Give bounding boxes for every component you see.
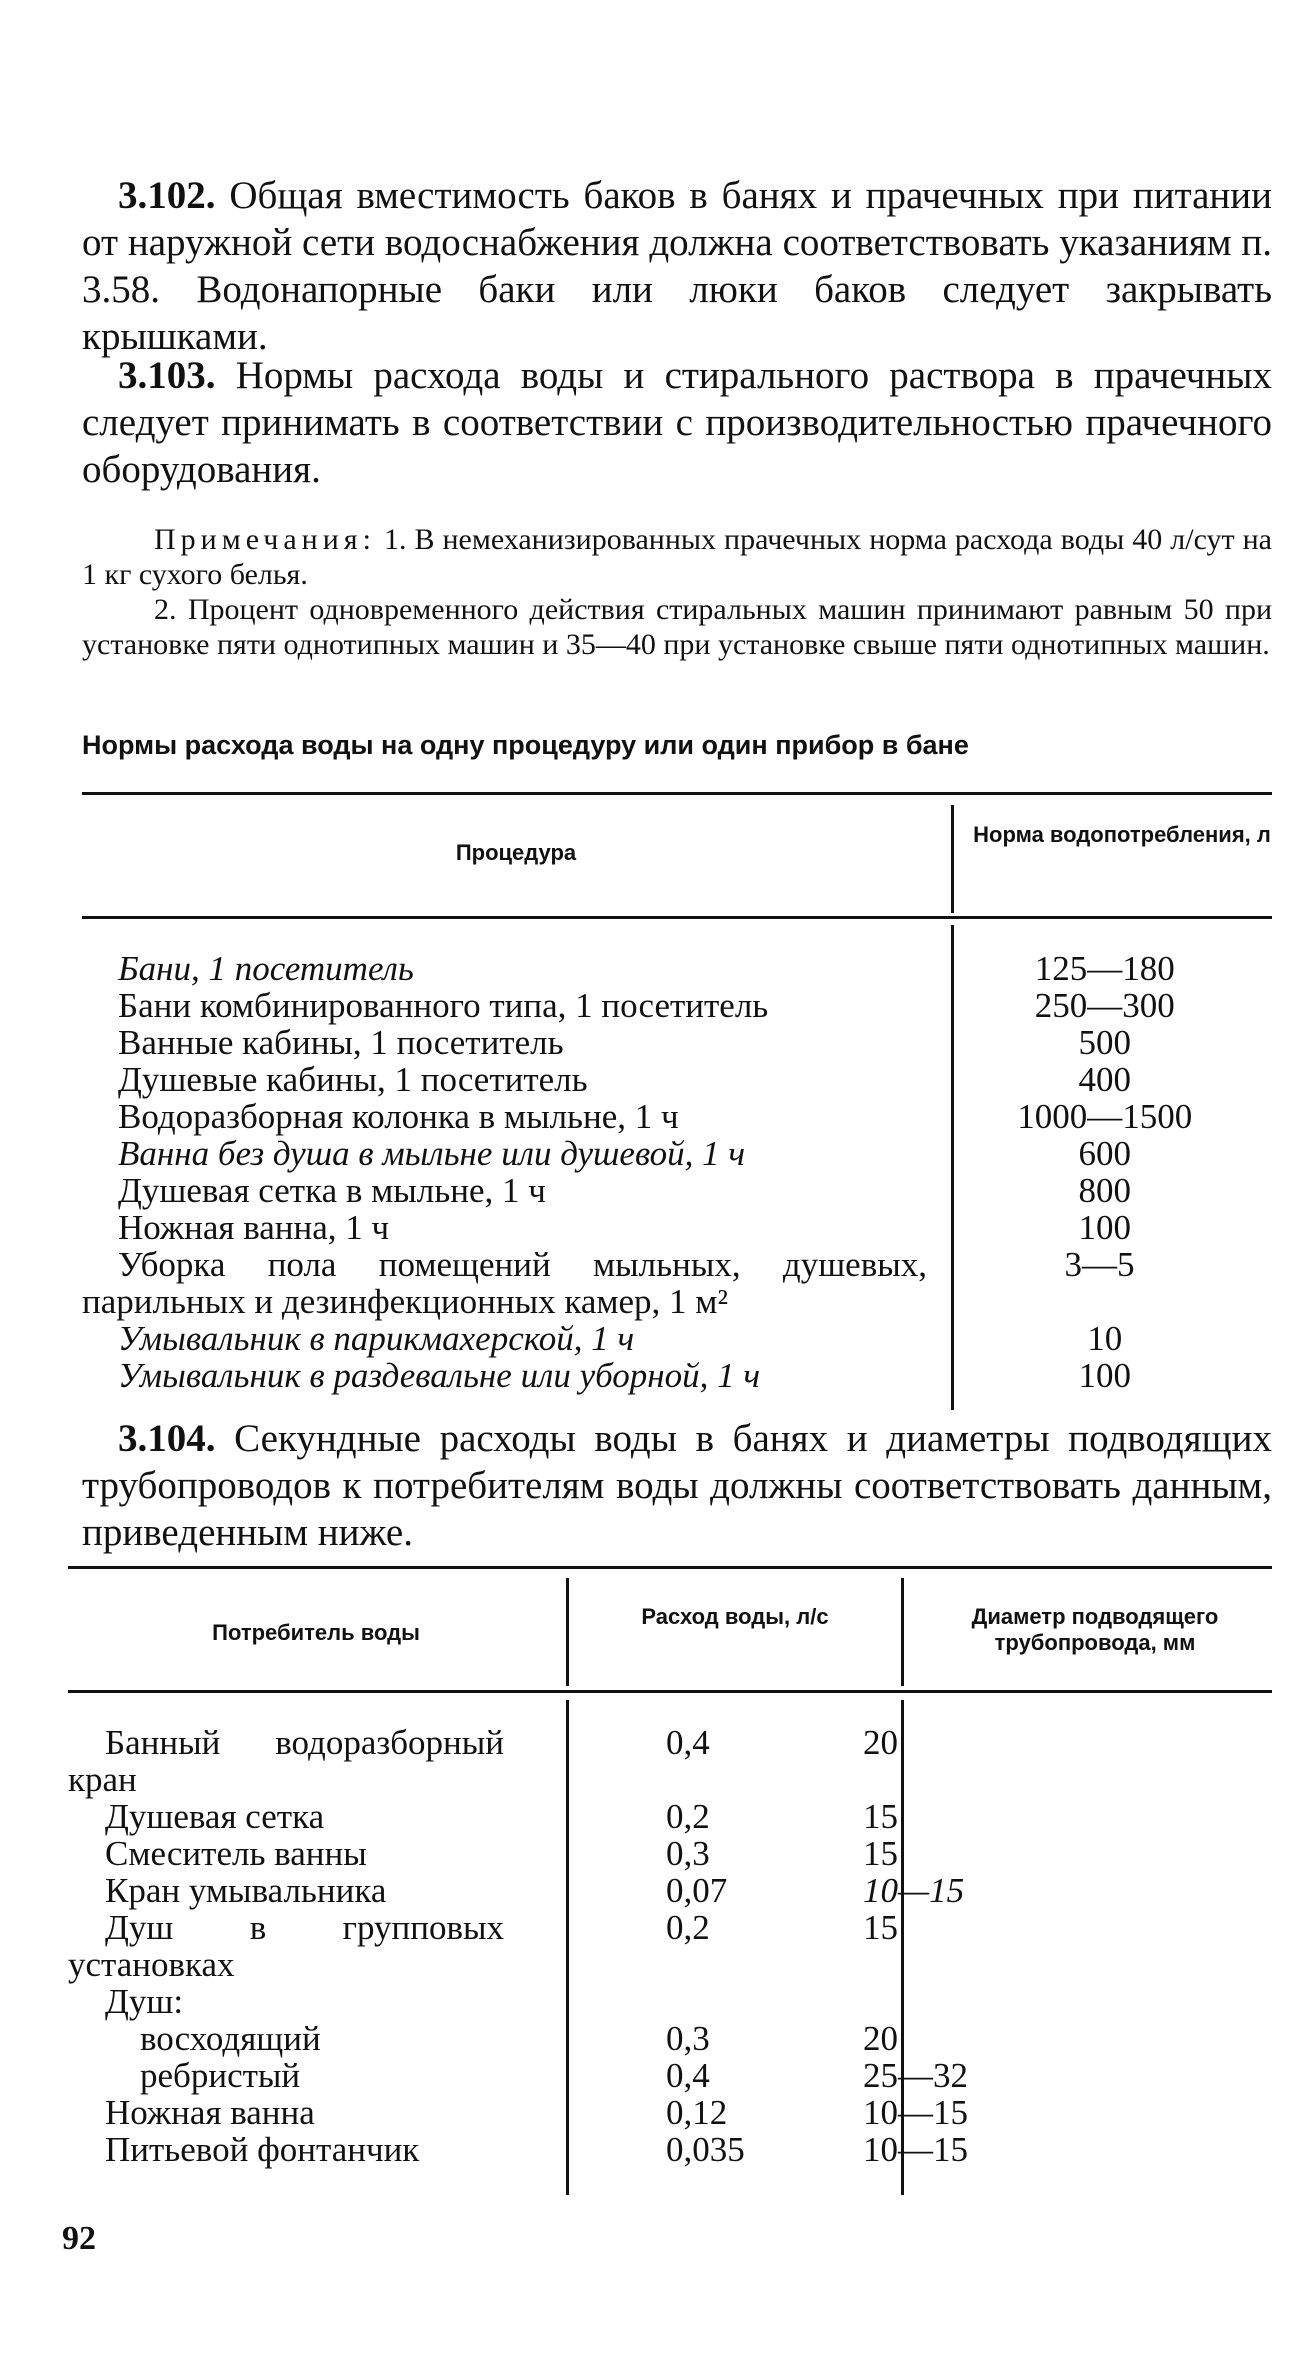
table-row [68,2020,1272,2057]
table-row [68,1724,1272,1798]
row-diameter: 25—32 [863,2056,968,2095]
paragraph-text: Секундные расходы воды в банях и диаметры подводящих трубопроводов к потребителям воды должны соответствовать данным, приведенным ниже. [82,1417,1272,1554]
table-2-body [68,1724,1272,2168]
row-norm: 125—180 [1034,949,1175,988]
paragraph-text: Общая вместимость баков в банях и прачечных при питании от наружной сети водоснабжения должна соответствовать указаниям п. 3.58. Водонапорные баки или люки баков следует закрывать крышками. [82,174,1273,358]
paragraph-3-104 [82,1415,1272,1556]
row-procedure: Душевые кабины, 1 посетитель [118,1060,588,1099]
row-consumer: восходящий [140,2019,321,2058]
row-procedure: Ванна без душа в мыльне или душевой, 1 ч [118,1134,746,1173]
table-2-header-divider-2 [901,1578,904,1686]
row-diameter: 10—15 [863,2130,968,2169]
row-flow: 0,07 [666,1871,728,1910]
table-2-header-consumer: Потребитель воды [212,1620,420,1645]
table-row [82,1172,1272,1209]
table-row [68,1872,1272,1909]
row-norm: 800 [1078,1171,1131,1210]
table-row [68,2094,1272,2131]
row-procedure: Ножная ванна, 1 ч [118,1208,390,1247]
row-consumer: Ножная ванна [105,2093,315,2132]
row-procedure: Ванные кабины, 1 посетитель [118,1023,564,1062]
row-norm: 3—5 [1064,1245,1135,1284]
table-2-header-flow: Расход воды, л/с [641,1604,829,1629]
table-row [82,1320,1272,1357]
row-procedure: Умывальник в парикмахерской, 1 ч [118,1319,635,1358]
row-procedure: Бани, 1 посетитель [118,949,414,988]
row-consumer: Питьевой фонтанчик [105,2130,420,2169]
table-row [68,1798,1272,1835]
row-procedure: Бани комбинированного типа, 1 посетитель [118,986,769,1025]
row-procedure: Уборка пола помещений мыльных, душевых, парильных и дезинфекционных камер, 1 м² [82,1245,927,1321]
row-consumer: Банный водоразборный кран [68,1723,504,1799]
paragraph-number: 3.102. [118,174,216,217]
row-diameter: 15 [863,1908,898,1947]
row-flow: 0,12 [666,2093,728,2132]
table-row [82,1098,1272,1135]
table-1-header-norm: Норма водопотребления, л [973,822,1271,847]
row-diameter: 20 [863,1723,898,1762]
table-1-header-procedure: Процедура [455,840,577,865]
table-row [68,1835,1272,1872]
table-row [68,2057,1272,2094]
table-row [82,1357,1272,1394]
row-norm: 400 [1078,1060,1131,1099]
table-1-body [82,950,1272,1394]
row-procedure: Водоразборная колонка в мыльне, 1 ч [118,1097,679,1136]
row-flow: 0,035 [666,2130,745,2169]
row-flow: 0,2 [666,1797,710,1836]
note-1 [82,522,1272,592]
table-2-header-divider-1 [566,1578,569,1686]
table-1-caption: Нормы расхода воды на одну процедуру или один прибор в бане [82,730,969,760]
row-flow: 0,2 [666,1908,710,1947]
row-norm: 600 [1078,1134,1131,1173]
row-diameter: 15 [863,1834,898,1873]
row-consumer: Кран умывальника [105,1871,387,1910]
table-row [82,1061,1272,1098]
table-row [82,1135,1272,1172]
page-number: 92 [62,2220,96,2257]
table-row [82,987,1272,1024]
table-row [82,950,1272,987]
table-row [82,1024,1272,1061]
notes-block [82,522,1272,662]
table-2-header-diameter: Диаметр подводящего трубопровода, мм [971,1604,1219,1655]
row-norm: 500 [1078,1023,1131,1062]
row-flow: 0,3 [666,1834,710,1873]
note-1-text: 1. В немеханизированных прачечных норма расхода воды 40 л/сут на 1 кг сухого белья. [82,523,1272,591]
table-2-top-rule [68,1566,1272,1569]
row-flow: 0,4 [666,2056,710,2095]
row-norm: 100 [1078,1208,1131,1247]
row-flow: 0,3 [666,2019,710,2058]
row-diameter: 10—15 [863,1871,965,1910]
table-2-header-rule [68,1690,1272,1693]
row-consumer: ребристый [140,2056,301,2095]
row-flow: 0,4 [666,1723,710,1762]
table-1-header-rule [82,916,1272,919]
row-diameter: 20 [863,2019,898,2058]
note-2: 2. Процент одновременного действия стиральных машин принимают равным 50 при установке пяти однотипных машин и 35—40 при установке свыше пяти однотипных машин. [82,593,1272,661]
paragraph-number: 3.104. [118,1417,216,1460]
row-consumer: Душ в групповых установках [68,1908,504,1984]
row-norm: 10 [1087,1319,1123,1358]
paragraph-text: Нормы расхода воды и стирального раствора в прачечных следует принимать в соответствии с производительностью прачечного оборудования. [82,354,1272,491]
row-diameter: 10—15 [863,2093,968,2132]
row-norm: 1000—1500 [1017,1097,1193,1136]
table-1-header-divider [951,805,954,913]
paragraph-3-103 [82,352,1272,493]
table-row [82,1246,1272,1320]
row-consumer: Душевая сетка [105,1797,325,1836]
table-row [68,1983,1272,2020]
table-row [68,1909,1272,1983]
paragraph-3-102 [82,172,1272,360]
row-consumer: Смеситель ванны [105,1834,367,1873]
row-procedure: Душевая сетка в мыльне, 1 ч [118,1171,546,1210]
row-norm: 250—300 [1034,986,1175,1025]
row-consumer: Душ: [105,1982,184,2021]
row-norm: 100 [1078,1356,1131,1395]
table-row [68,2131,1272,2168]
table-row [82,1209,1272,1246]
paragraph-number: 3.103. [118,354,216,397]
notes-label: Примечания: [154,523,376,556]
row-procedure: Умывальник в раздевальне или уборной, 1 ч [118,1356,761,1395]
table-1-top-rule [82,792,1272,795]
row-diameter: 15 [863,1797,898,1836]
